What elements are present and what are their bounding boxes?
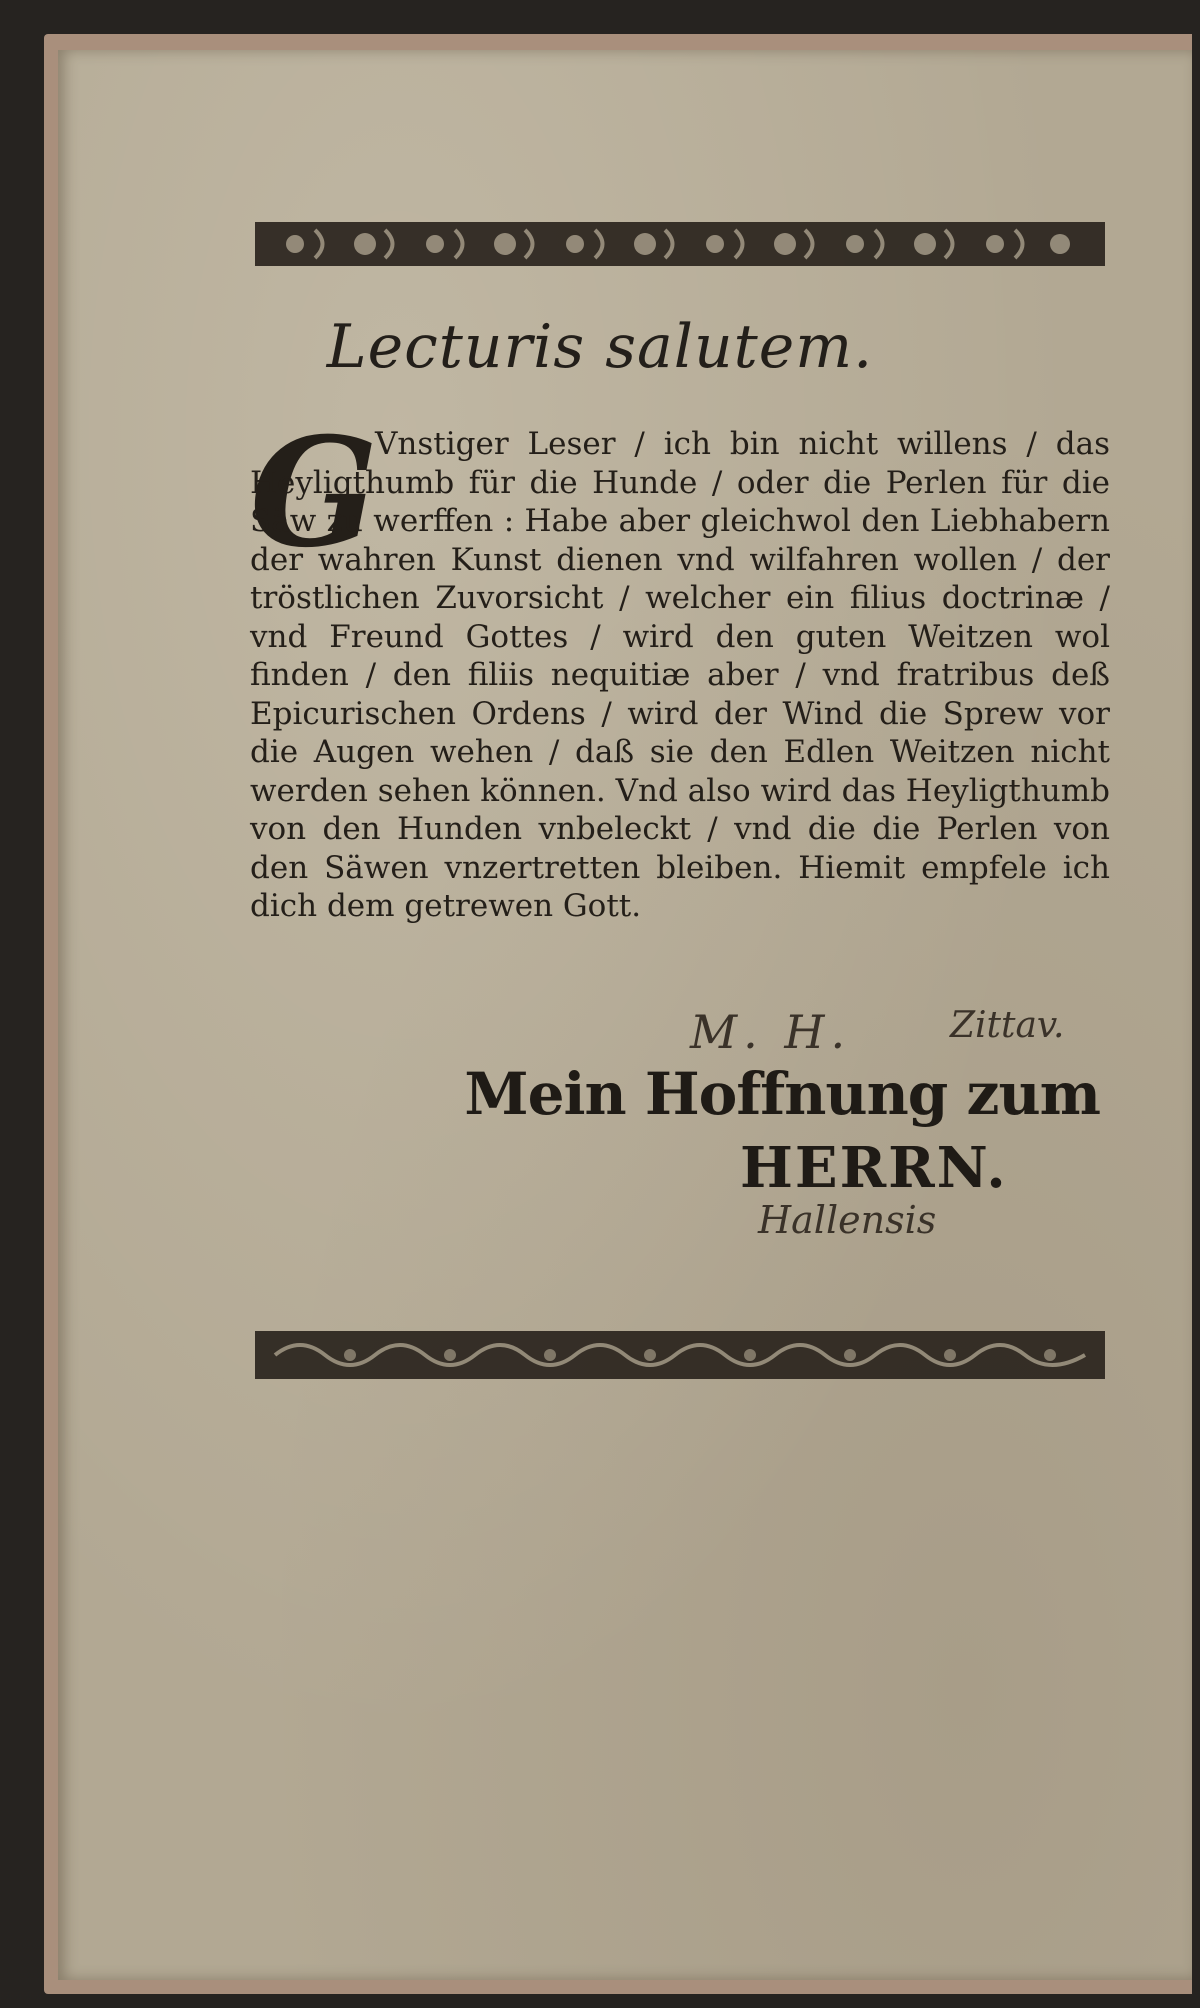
top-ornament-border	[255, 218, 1105, 270]
motto-line-1: Mein Hoffnung zum	[464, 1060, 1100, 1128]
bottom-ornament-border	[255, 1325, 1105, 1385]
preface-body-text: Vnstiger Leser / ich bin nicht willens / das Heyligthumb für die Hunde / oder die Perlen für die Säw zu werffen : Habe aber gleichwol den Liebhabern der wahren Kunst dienen vnd wilfahren wollen / der tröstlichen Zuvorsicht / welcher ein filius doctrinæ / vnd Freund Gottes / wird den guten Weitzen wol finden / den filiis nequitiæ aber / vnd fratribus deß Epicurischen Ordens / wird der Wind die Sprew vor die Augen wehen / daß sie den Edlen Weitzen nicht werden sehen können. Vnd also wird das Heyligthumb von den Hunden vnbeleckt / vnd die die Perlen von den Säwen vnzertretten bleiben. Hiemit empfele ich dich dem getrewen Gott.	[250, 426, 1110, 924]
handwritten-initials: M. H.	[690, 1005, 852, 1059]
handwritten-place-name: Zittav.	[950, 1005, 1065, 1046]
page-title: Lecturis salutem.	[326, 312, 874, 382]
drop-cap-initial: G	[250, 405, 379, 581]
handwritten-signature: Hallensis	[758, 1198, 937, 1242]
motto-line-2: HERRN.	[740, 1135, 1008, 1201]
